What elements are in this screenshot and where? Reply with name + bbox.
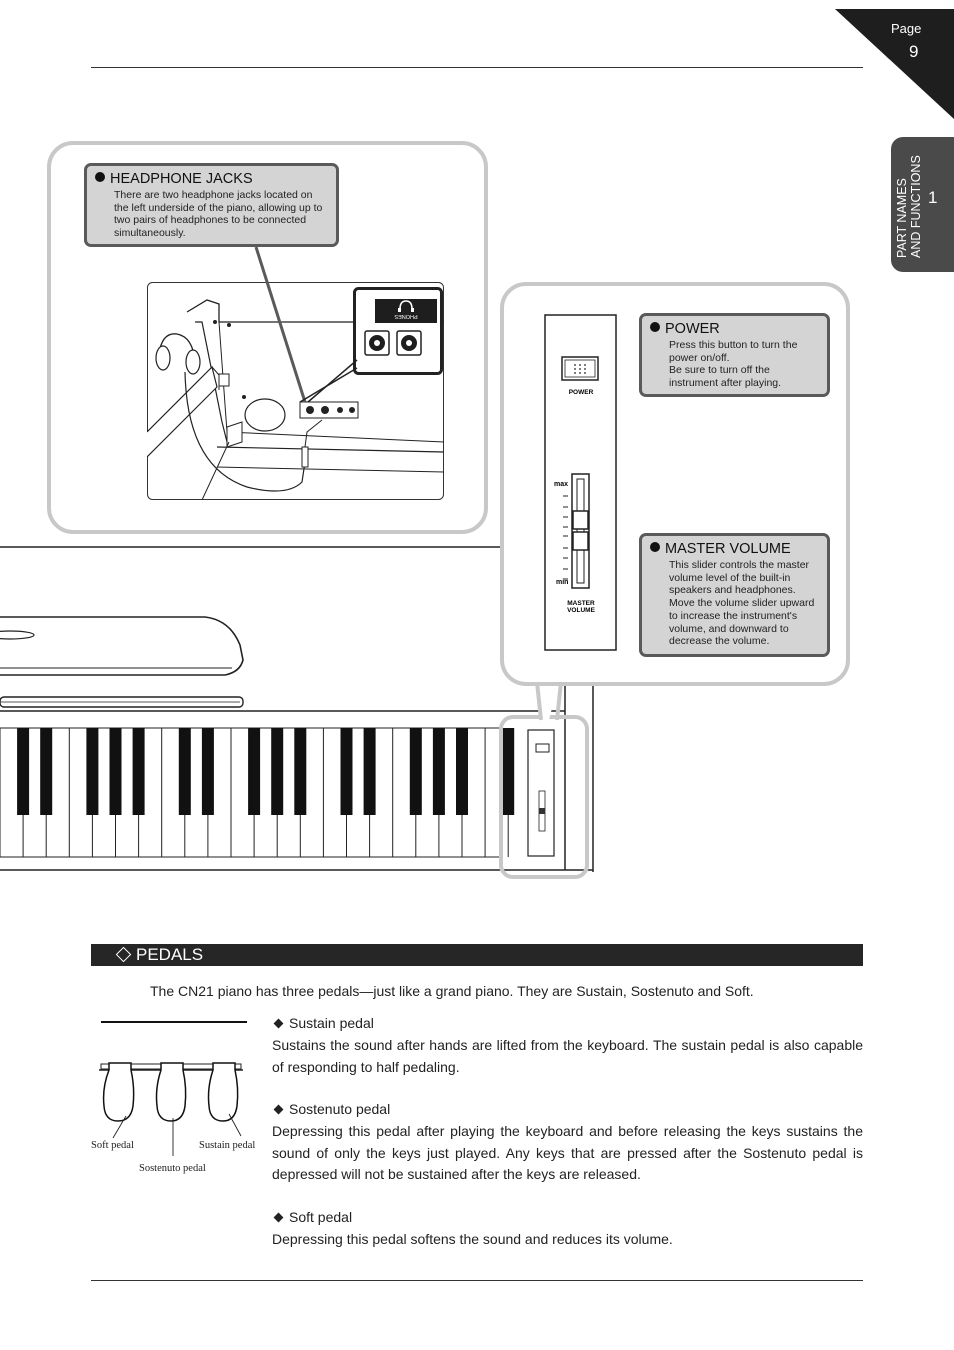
bottom-rule (91, 1280, 863, 1281)
black-key (271, 728, 283, 815)
chapter-tab-line2: AND FUNCTIONS (909, 155, 923, 258)
power-title: POWER (665, 321, 720, 337)
bullet-icon (95, 172, 105, 182)
phones-panel-label: PHONES (394, 313, 418, 319)
volume-title: MASTER VOLUME (665, 541, 791, 557)
soft-pedal-text: Depressing this pedal softens the sound and reduces its volume. (272, 1230, 673, 1247)
volume-max-label: max (554, 481, 569, 488)
sostenuto-pedal-caption: Sostenuto pedal (139, 1163, 206, 1174)
sostenuto-pedal-heading: Sostenuto pedal (289, 1101, 391, 1117)
panel-highlight-frame (497, 680, 597, 882)
black-key (410, 728, 422, 815)
black-key (433, 728, 445, 815)
sostenuto-pedal-text: Depressing this pedal after playing the keyboard and before releasing the keys sustains the sound of only the keys just played. Any keys that are pressed after the Sostenuto pedal is depressed will not be sustained after the keys are released. (272, 1122, 863, 1183)
black-key (40, 728, 52, 815)
page-label: Page (891, 21, 922, 36)
bullet-icon (650, 542, 660, 552)
volume-panel-label-1: MASTER (567, 600, 595, 607)
pedals-section-title: PEDALS (136, 945, 204, 964)
black-key (294, 728, 306, 815)
black-key (341, 728, 353, 815)
sustain-pedal-text: Sustains the sound after hands are lifted from the keyboard. The sustain pedal is also capable of responding to half pedaling. (272, 1036, 863, 1075)
headphone-description: There are two headphone jacks located on the left underside of the piano, allowing up to two pairs of headphones to be connected simultaneously. (114, 189, 323, 240)
sustain-pedal-entry (272, 1013, 863, 1078)
diamond-bullet-icon (274, 1019, 284, 1029)
volume-panel-label-2: VOLUME (567, 607, 595, 614)
volume-info-box (639, 533, 830, 657)
black-key (202, 728, 214, 815)
diamond-bullet-icon (274, 1213, 284, 1223)
black-key (179, 728, 191, 815)
soft-pedal-caption: Soft pedal (91, 1140, 134, 1151)
soft-pedal-entry (272, 1207, 863, 1251)
pedals-section-header (91, 944, 863, 966)
power-description-2: Be sure to turn off the instrument after playing. (669, 364, 782, 390)
soft-pedal-heading: Soft pedal (289, 1209, 353, 1225)
diamond-bullet-icon (274, 1105, 284, 1115)
black-key (248, 728, 260, 815)
power-info-box (639, 313, 830, 397)
top-rule (91, 67, 863, 68)
headphone-title: HEADPHONE JACKS (110, 171, 253, 187)
pedals-drawing (91, 1018, 261, 1178)
phones-jack-inset (353, 287, 443, 375)
control-panel-drawing (544, 314, 618, 652)
black-key (364, 728, 376, 815)
keyboard-keys (0, 728, 514, 857)
logo-badge (0, 631, 34, 639)
volume-min-label: min (556, 579, 569, 586)
black-key (456, 728, 468, 815)
page-number: 9 (909, 42, 919, 61)
bullet-icon (650, 322, 660, 332)
pedals-intro: The CN21 piano has three pedals—just like a grand piano. They are Sustain, Sostenuto and Soft. (150, 983, 754, 999)
sostenuto-pedal-entry (272, 1099, 863, 1186)
power-description-1: Press this button to turn the power on/off. (669, 339, 798, 364)
black-key (133, 728, 145, 815)
sustain-pedal-heading: Sustain pedal (289, 1015, 374, 1031)
chapter-number: 1 (928, 188, 938, 207)
chapter-tab-label (895, 143, 923, 258)
headphone-info-box (84, 163, 339, 247)
black-key (17, 728, 29, 815)
power-panel-label: POWER (568, 389, 594, 396)
black-key (110, 728, 122, 815)
black-key (86, 728, 98, 815)
chapter-tab-line1: PART NAMES (895, 178, 909, 258)
sustain-pedal-caption: Sustain pedal (199, 1140, 256, 1151)
volume-description: This slider controls the master volume level of the built-in speakers and headphones. Move the volume slider upward to increase the instrument's volume, and downward to decrease the volume. (669, 559, 815, 648)
diamond-icon (116, 947, 132, 963)
